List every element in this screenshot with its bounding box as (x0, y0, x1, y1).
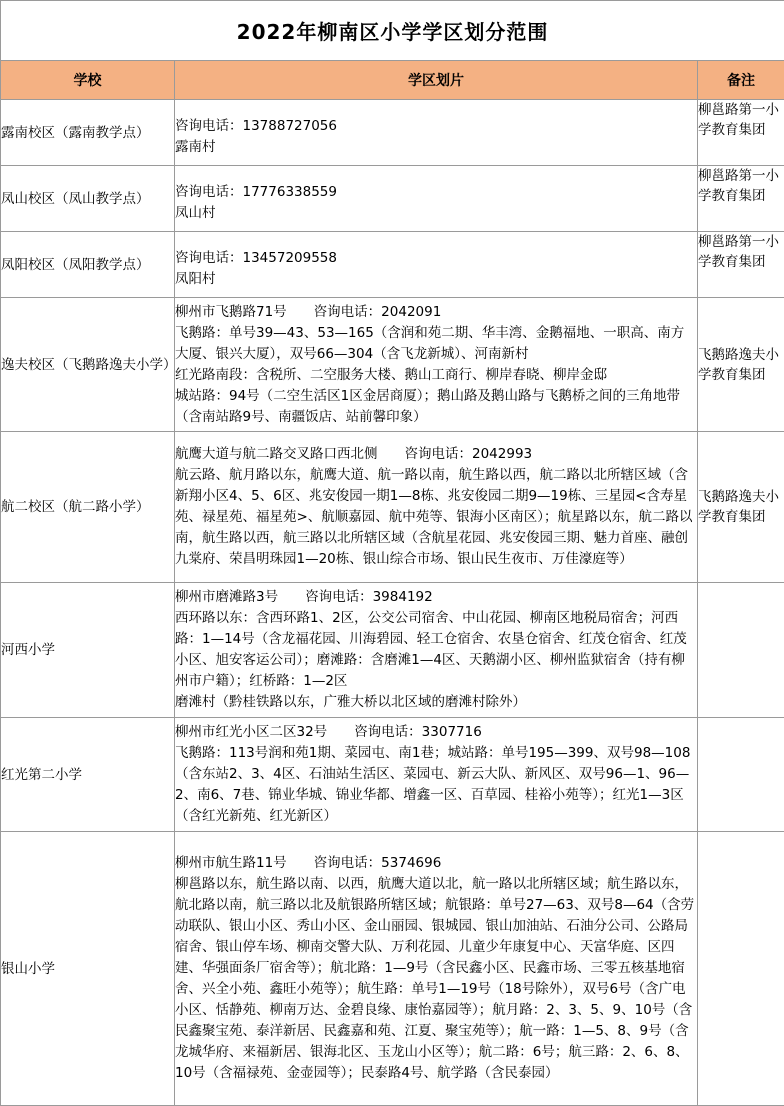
table-row (1, 166, 784, 232)
school-name: 红光第二小学 (1, 718, 175, 832)
remark-cell (698, 832, 784, 1106)
table-row (1, 718, 784, 832)
district-line: 航鹰大道与航二路交叉路口西北侧 咨询电话：2042993 (175, 444, 697, 465)
table-row (1, 298, 784, 432)
district-line: 柳州市飞鹅路71号 咨询电话：2042091 (175, 302, 697, 323)
school-name: 凤山校区（凤山教学点） (1, 166, 175, 232)
school-name: 凤阳校区（凤阳教学点） (1, 232, 175, 298)
remark-cell: 柳邕路第一小学教育集团 (698, 100, 784, 166)
district-detail (175, 298, 698, 432)
table-row (1, 232, 784, 298)
header-row (1, 61, 784, 100)
remark-cell (698, 583, 784, 718)
page-title: 2022年柳南区小学学区划分范围 (1, 1, 784, 61)
district-line: 西环路以东：含西环路1、2区，公交公司宿舍、中山花园、柳南区地税局宿舍；河西路：1—14号（含龙福花园、川海碧园、轻工仓宿舍、农垦仓宿舍、红茂仓宿舍、红茂小区、旭安客运公司）；磨滩路：含磨滩1—4区、天鹅湖小区、柳州监狱宿舍（持有柳州市户籍）；红桥路：1—2区 (175, 608, 697, 692)
remark-cell: 飞鹅路逸夫小学教育集团 (698, 432, 784, 583)
school-name: 银山小学 (1, 832, 175, 1106)
school-name: 露南校区（露南教学点） (1, 100, 175, 166)
table-row (1, 100, 784, 166)
district-line: 飞鹅路：113号润和苑1期、菜园屯、南1巷；城站路：单号195—399、双号98—108（含东站2、3、4区、石油站生活区、菜园屯、新云大队、新风区、双号96—1、96—2、南6、7巷、锦业华城、锦业华都、增鑫一区、百草园、桂裕小苑等）；红光1—3区（含红光新苑、红光新区） (175, 743, 697, 827)
district-line: 柳州市航生路11号 咨询电话：5374696 (175, 853, 697, 874)
district-line: 红光路南段：含税所、二空服务大楼、鹅山工商行、柳岸春晓、柳岸金邸 (175, 365, 697, 386)
school-name: 航二校区（航二路小学） (1, 432, 175, 583)
district-line: 城站路：94号（二空生活区1区金居商厦）；鹅山路及鹅山路与飞鹅桥之间的三角地带（含南站路9号、南疆饭店、站前馨印象） (175, 386, 697, 428)
remark-cell: 柳邕路第一小学教育集团 (698, 232, 784, 298)
table-row (1, 583, 784, 718)
district-line: 磨滩村（黔桂铁路以东，广雅大桥以北区域的磨滩村除外） (175, 692, 697, 713)
district-line: 柳州市磨滩路3号 咨询电话：3984192 (175, 587, 697, 608)
district-line: 咨询电话：13457209558 (175, 248, 697, 269)
header-district: 学区划片 (175, 61, 698, 100)
table-row (1, 432, 784, 583)
district-detail (175, 583, 698, 718)
district-detail (175, 166, 698, 232)
district-detail (175, 432, 698, 583)
district-line: 咨询电话：17776338559 (175, 182, 697, 203)
school-name: 逸夫校区（飞鹅路逸夫小学） (1, 298, 175, 432)
district-line: 飞鹅路：单号39—43、53—165（含润和苑二期、华丰湾、金鹅福地、一职高、南方大厦、银兴大厦），双号66—304（含飞龙新城）、河南新村 (175, 323, 697, 365)
district-line: 柳邕路以东，航生路以南、以西，航鹰大道以北，航一路以北所辖区域；航生路以东，航北路以南，航三路以北及航银路所辖区域；航银路：单号27—63、双号8—64（含劳动联队、银山小区、秀山小区、金山丽园、银城园、银山加油站、石油分公司、公路局宿舍、银山停车场、柳南交警大队、万利花园、儿童少年康复中心、天富华庭、区四建、华强面条厂宿舍等）；航北路：1—9号（含民鑫小区、民鑫市场、三零五核基地宿舍、兴全小苑、鑫旺小苑等）；航生路：单号1—19号（18号除外），双号6号（含广电小区、恬静苑、柳南万达、金碧良缘、康怡嘉园等）；航月路：2、3、5、9、10号（含民鑫聚宝苑、泰洋新居、民鑫嘉和苑、江夏、聚宝苑等）；航一路：1—5、8、9号（含龙城华府、来福新居、银海北区、玉龙山小区等）；航二路：6号；航三路：2、6、8、10号（含福禄苑、金壶园等）；民泰路4号、航学路（含民泰园） (175, 874, 697, 1084)
remark-cell: 柳邕路第一小学教育集团 (698, 166, 784, 232)
district-detail (175, 100, 698, 166)
district-detail (175, 232, 698, 298)
district-line: 航云路、航月路以东，航鹰大道、航一路以南，航生路以西，航二路以北所辖区域（含新翔小区4、5、6区、兆安俊园一期1—8栋、兆安俊园二期9—19栋、三星园<含寿星苑、禄星苑、福星苑>、航顺嘉园、航中苑等、银海小区南区）；航星路以东，航二路以南，航生路以西，航三路以北所辖区域（含航星花园、兆安俊园三期、魅力首座、融创九棠府、荣昌明珠园1—20栋、银山综合市场、银山民生夜市、万佳濠庭等） (175, 465, 697, 570)
district-line: 凤山村 (175, 203, 697, 224)
district-detail (175, 718, 698, 832)
district-line: 柳州市红光小区二区32号 咨询电话：3307716 (175, 722, 697, 743)
district-line: 咨询电话：13788727056 (175, 116, 697, 137)
school-name: 河西小学 (1, 583, 175, 718)
header-school: 学校 (1, 61, 175, 100)
table-row (1, 832, 784, 1106)
remark-cell: 飞鹅路逸夫小学教育集团 (698, 298, 784, 432)
district-line: 凤阳村 (175, 269, 697, 290)
header-remark: 备注 (698, 61, 784, 100)
remark-cell (698, 718, 784, 832)
district-detail (175, 832, 698, 1106)
district-line: 露南村 (175, 137, 697, 158)
